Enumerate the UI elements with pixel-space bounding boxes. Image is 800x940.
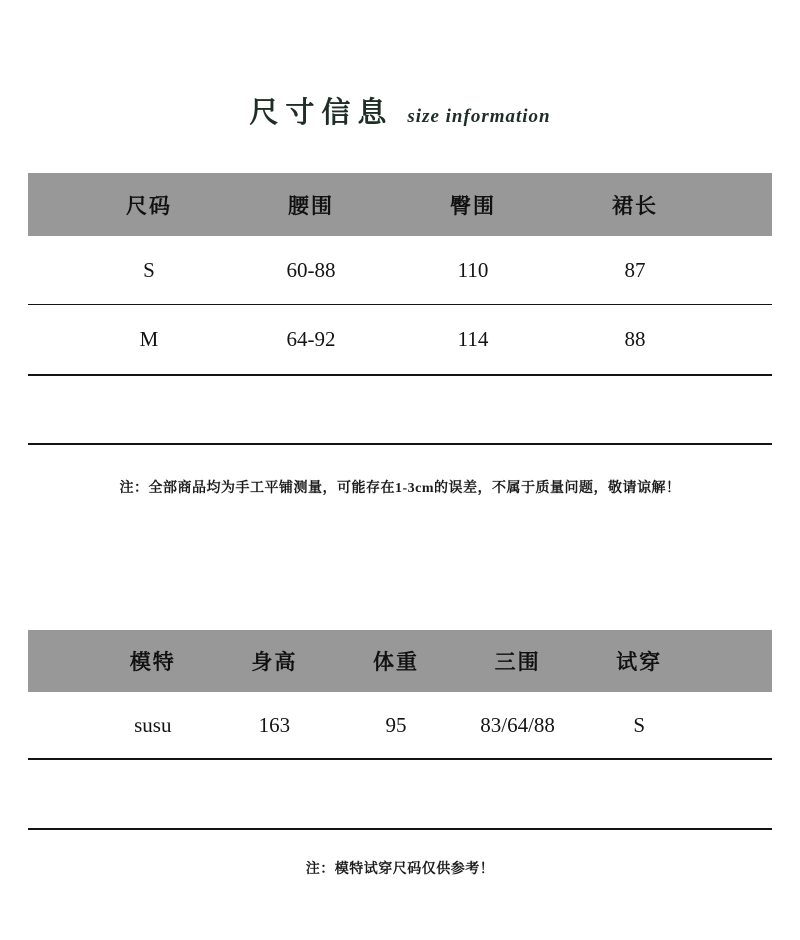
size-s-waist: 60-88 (286, 257, 336, 282)
model-note: 注：模特试穿尺码仅供参考！ (305, 862, 495, 877)
model-table-header-measurements: 三围 (494, 650, 541, 674)
size-table-header-length: 裙长 (612, 193, 658, 218)
size-m-waist: 64-92 (286, 327, 336, 351)
model-height: 163 (258, 712, 291, 737)
model-tryon-size: S (633, 712, 646, 737)
model-table-header-weight: 体重 (372, 650, 419, 674)
size-table-header-size: 尺码 (126, 193, 172, 218)
size-m-hip: 114 (457, 327, 489, 351)
size-s-length: 87 (624, 257, 646, 282)
model-table-header-tryon: 试穿 (616, 650, 663, 674)
model-weight: 95 (385, 712, 407, 737)
model-name: susu (134, 712, 172, 737)
page-title-english: size information (407, 106, 551, 127)
size-table-header-row (28, 173, 772, 236)
table-row (28, 305, 772, 374)
page-title-chinese: 尺寸信息 (249, 97, 394, 129)
size-m-label: M (139, 327, 159, 351)
size-m-length: 88 (624, 327, 646, 351)
model-table-header-height: 身高 (251, 650, 298, 674)
size-s-label: S (143, 257, 155, 282)
table-bottom-divider (28, 443, 772, 445)
table-row (28, 692, 772, 758)
size-s-hip: 110 (457, 257, 489, 282)
model-measurements: 83/64/88 (480, 712, 555, 737)
table-bottom-divider (28, 828, 772, 830)
empty-row (28, 760, 772, 828)
measurement-note: 注：全部商品均为手工平铺测量，可能存在1-3cm的误差，不属于质量问题，敬请谅解！ (119, 481, 681, 496)
page-title (0, 90, 800, 131)
size-table-header-hip: 臀围 (450, 193, 496, 218)
size-table (28, 173, 772, 445)
model-table-header-model: 模特 (129, 650, 176, 674)
model-table-header-row (28, 630, 772, 692)
empty-row (28, 376, 772, 443)
size-table-header-waist: 腰围 (288, 193, 334, 218)
model-table (28, 630, 772, 830)
table-row (28, 236, 772, 304)
